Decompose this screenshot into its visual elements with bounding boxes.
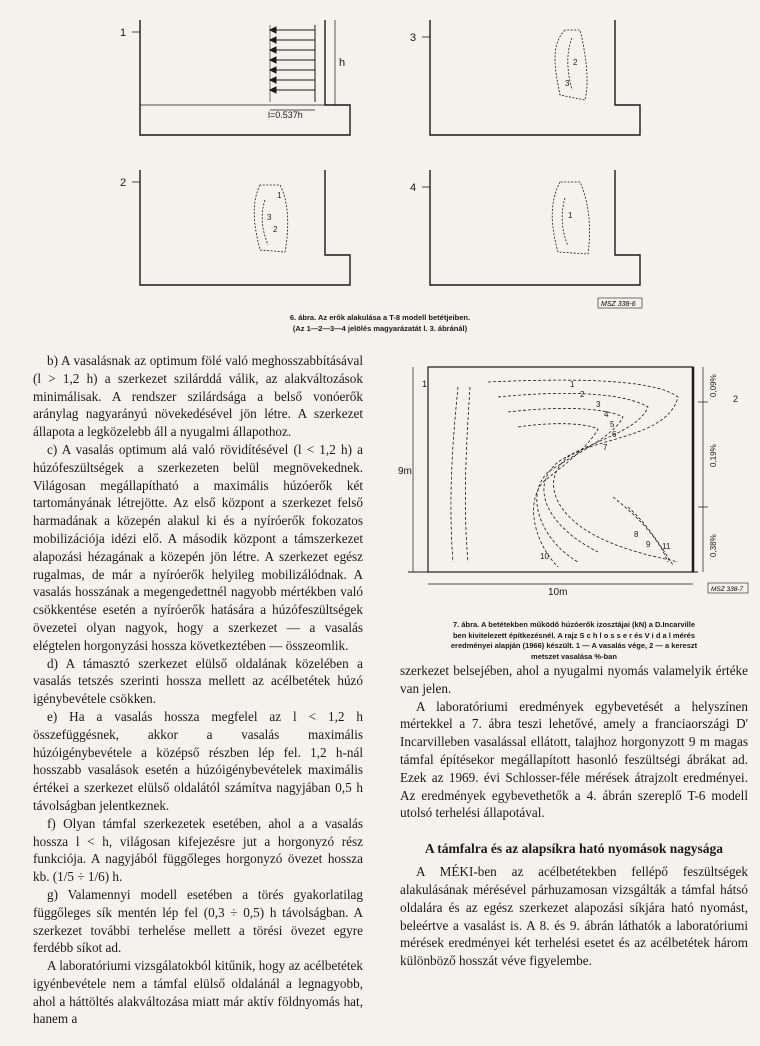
marker-2: 2: [733, 394, 739, 404]
contour-5: 5: [610, 420, 615, 429]
pct-bottom: 0,38%: [709, 534, 718, 557]
paragraph-c: c) A vasalás optimum alá való rövidítésével (l < 1,2 h) a húzófeszültségek a szerkezeten belül megnövekednek. Világosan megállapítható a maximális húzóerők két tartományának létrejötte. Az első központ a szerkezet felső harmadának a közepén alakul ki és a nyíróerők fokozatos mobilizációja idézi elő. A második központ a támszerkezet alapozási hézagának a közepén jön létre. A szerkezet egész rugalmas, de már a nyíróerők helyileg mobilizálódnak. A vasalás hosszának a megengedettnél nagyobb mértékben való csökkentése esetén a nyíróerők hatására a húzófeszültségek övezetei olyan nagyok, hogy a szerkezet — a vasalás elégtelen horgonyzási hossza következtében — összeomlik.: [33, 441, 363, 653]
panel-3-contour: [555, 30, 587, 100]
figure-7-caption-line4: metszet vasalása %-ban: [531, 651, 617, 661]
contour-1: 1: [570, 380, 575, 389]
paragraph-meki: A MÉKI-ben az acélbetétekben fellépő feszültségek alakulásának mérésével párhuzamosan vizsgálták a támfal hátsó oldalára és az egész szerkezet alapozási síkjára ható nyomást, beleértve a vasalást is. A 8. és 9. ábrán láthatók a laboratóriumi mérések eredményei két terhelési esetet és az acélbetétek három különböző hosszát véve figyelembe.: [400, 864, 748, 969]
right-column: [400, 662, 748, 970]
figure-6-stamp: MSZ 338-6: [601, 301, 636, 308]
panel-3-outline: [430, 20, 640, 135]
paragraph-d: d) A támasztó szerkezet elülső oldalának közelében a vasalás tetszés szerinti hossza mellett az acélbetétek húzó igénybevétele csökken.: [33, 655, 363, 707]
paragraph-continued: szerkezet belsejében, ahol a nyugalmi nyomás valamelyik értéke van jelen.: [400, 663, 748, 696]
isostatic-contours: [451, 380, 678, 567]
zone-label-2: 2: [573, 58, 578, 67]
contour-6: 6: [612, 430, 617, 439]
contour-11: 11: [662, 542, 671, 551]
contour-7: 7: [603, 443, 608, 452]
pct-mid: 0,19%: [709, 444, 718, 467]
zone-label-1-p4: 1: [568, 211, 573, 220]
pct-top: 0,09%: [709, 374, 718, 397]
marker-1: 1: [422, 379, 428, 389]
paragraph-e: e) Ha a vasalás hossza megfelel az l < 1,2 h összefüggésnek, akkor a vasalás maximális húzóigénybevétele a középső részben lép fel. 1,2 h-nál hosszabb vasalások esetén a húzóigénybevételek maximális értékei a szerkezet elülső oldalától számítva nagyjában 0,5 h távolságban jelentkeznek.: [33, 708, 363, 813]
figure-7-stamp: MSZ 338-7: [711, 586, 744, 593]
figure-6-caption: [150, 312, 610, 334]
figure-6-caption-line1: 6. ábra. Az erők alakulása a T-8 modell betétjeiben.: [289, 313, 471, 322]
paragraph-b: b) A vasalásnak az optimum fölé való meghosszabbításával (l > 1,2 h) a szerkezet szilárddá válik, az alakváltozások minimálisak. A rendszer szilárdsága a belső vonóerők aránylag nagyarányú növekedésével jön létre. A szerkezet állapota a legközelebb áll a nyugalmi állapothoz.: [33, 353, 363, 440]
panel-label-2: 2: [120, 177, 127, 189]
dimension-h: h: [339, 57, 346, 69]
figure-7: [398, 357, 756, 617]
panel-2-outline: [140, 170, 350, 285]
contour-2: 2: [580, 390, 585, 399]
left-column: [33, 352, 363, 1028]
paragraph-comparison: A laboratóriumi eredmények egybevetését a helyszínen mértekkel a 7. ábra teszi lehetővé, amely a franciaországi D' Incarvilleben vasalással ellátott, talajhoz horgonyzott 9 m magas támfal építésekor megállapított hasonló feszültségi ábrákat ad. Ezek az 1969. évi Schlosser-féle mérések átrajzolt eredményei. Az eredmények egybevethetők a 4. ábrán szereplő T-6 modell utolsó terhelési állapotával.: [400, 698, 748, 821]
panel-label-3: 3: [410, 32, 417, 44]
zone-label-3: 3: [565, 79, 570, 88]
contour-3: 3: [596, 400, 601, 409]
figure-6-drawing: [110, 10, 650, 310]
dim-width: 10m: [548, 587, 568, 598]
dim-height: 9m: [398, 466, 412, 477]
panel-1-outline: [140, 20, 350, 135]
wall-outline: [428, 367, 693, 572]
section-heading: A támfalra és az alapsíkra ható nyomások nagysága: [424, 841, 724, 857]
contour-9: 9: [646, 540, 651, 549]
paragraph-lab: A laboratóriumi vizsgálatokból kitűnik, hogy az acélbetétek igyénbevétele nem a támfal elülső oldalánál a legnagyobb, ahol a háttöltés alakváltozása miatt már aktív földnyomás hat, hanem a: [33, 958, 363, 1027]
zone-label-2-p2: 2: [273, 225, 278, 234]
zone-label-3-p2: 3: [267, 213, 272, 222]
paragraph-f: f) Olyan támfal szerkezetek esetében, ahol a a vasalás hossza l < h, világosan kifejezésre jut a horgonyzó rész funkciója. A nagyjából függőleges horgonyzó övezet hossza kb. (1/5 ÷ 1/6) h.: [33, 815, 363, 885]
dimension-l: l=0.537h: [268, 110, 303, 120]
panel-label-1: 1: [120, 27, 127, 39]
figure-6: [110, 10, 650, 310]
contour-10: 10: [540, 552, 549, 561]
paragraph-g: g) Valamennyi modell esetében a törés gyakorlatilag függőleges sík mentén lép fel (0,3 ÷ 0,5) h távolságban. A szerkezet további terhelése mellett a törési övezet egyre ferdébb síkot ad.: [33, 886, 363, 956]
panel-4-outline: [430, 170, 640, 285]
zone-label-1-p2: 1: [277, 191, 282, 200]
figure-6-caption-line2: (Az 1—2—3—4 jelölés magyarázatát l. 3. ábránál): [292, 324, 468, 333]
figure-7-caption-line3: eredményei alapján (1966) készült. 1 — A vasalás vége, 2 — a kereszt: [450, 641, 698, 650]
contour-4: 4: [604, 410, 609, 419]
figure-7-drawing: [398, 357, 756, 617]
figure-7-caption-line2: ben kivitelezett építkezésnél. A rajz S c h l o s s e r és V i d a l mérés: [452, 630, 696, 640]
contour-8: 8: [634, 530, 639, 539]
panel-label-4: 4: [410, 182, 417, 194]
figure-7-caption-line1: 7. ábra. A betétekben működő húzóerők izosztájai (kN) a D.Incarville: [452, 620, 695, 629]
figure-7-caption: [398, 620, 750, 662]
